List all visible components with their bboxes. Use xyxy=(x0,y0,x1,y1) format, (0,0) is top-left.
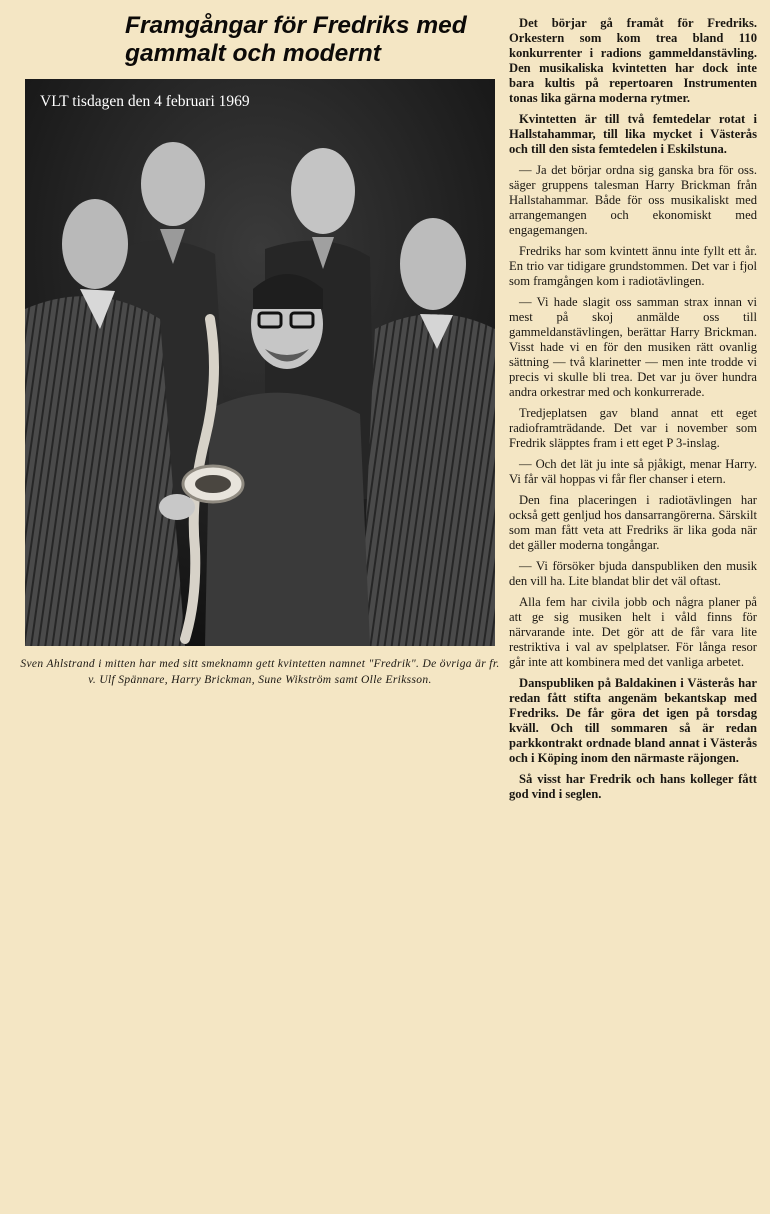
article-paragraph: Alla fem har civila jobb och några planer på att ge sig musiken helt i våld finns för närvarande inte. Det gör att de får vara lite restriktiva i val av spelplatser. För långa resor går inte att kombinera med det vanliga arbetet. xyxy=(509,595,757,669)
article-paragraph: Den fina placeringen i radiotävlingen har också gett genljud hos dansarrangörerna. Särskilt som man fått veta att Fredriks är lika goda när det gäller moderna tongångar. xyxy=(509,493,757,552)
photo-caption: Sven Ahlstrand i mitten har med sitt smeknamn gett kvintetten namnet "Fredrik". De övriga är fr. v. Ulf Spännare, Harry Brickman, Sune Wikström samt Olle Eriksson. xyxy=(20,658,500,686)
article-paragraph: Kvintetten är till två femtedelar rotat i Hallstahammar, till lika mycket i Västerås och till den sista femtedelen i Eskilstuna. xyxy=(509,112,757,156)
article-paragraph: — Vi försöker bjuda danspubliken den musik den vill ha. Lite blandat blir det väl oftast. xyxy=(509,559,757,588)
article-paragraph: — Ja det börjar ordna sig ganska bra för oss. säger gruppens talesman Harry Brickman från Hallstahammar. Både för oss musikaliskt med arrangemangen och ekonomiskt med engagemangen. xyxy=(509,163,757,237)
photo-date-stamp: VLT tisdagen den 4 februari 1969 xyxy=(40,93,250,110)
article-paragraph: — Vi hade slagit oss samman strax innan vi mest på skoj anmälde oss till gammeldanstävlingen, berättar Harry Brickman. Visst hade vi en för den musiken rätt ovanlig sättning — två klarinetter — men inte trodde vi precis vi skulle bli trea. Det var ju över hundra andra orkestrar med och konkurrerade. xyxy=(509,295,757,399)
article-paragraph: Fredriks har som kvintett ännu inte fyllt ett år. En trio var tidigare grundstommen. Det var i fjol som framgången kom i radiotävlingen. xyxy=(509,244,757,288)
headline: Framgångar för Fredriks med gammalt och modernt xyxy=(125,12,467,67)
band-photo-illustration xyxy=(25,79,495,646)
article-body xyxy=(509,16,757,808)
article-paragraph: Danspubliken på Baldakinen i Västerås har redan fått stifta angenäm bekantskap med Fredriks. De får göra det igen på torsdag kväll. Och till sommaren så är redan parkkontrakt ordnade bland annat i Västerås och i Köping inom den närmaste räjongen. xyxy=(509,676,757,765)
band-photo xyxy=(25,79,495,646)
article-paragraph: Det börjar gå framåt för Fredriks. Orkestern som kom trea bland 110 konkurrenter i radions gammeldanstävling. Den musikaliska kvintetten har dock inte bara kultis på repertoaren Instrumenten tonas lika gärna moderna rytmer. xyxy=(509,16,757,105)
article-paragraph: Så visst har Fredrik och hans kolleger fått god vind i seglen. xyxy=(509,772,757,801)
article-paragraph: — Och det lät ju inte så pjåkigt, menar Harry. Vi får väl hoppas vi får fler chanser i etern. xyxy=(509,457,757,486)
article-paragraph: Tredjeplatsen gav bland annat ett eget radioframträdande. Det var i november som Fredrik släpptes fram i ett eget P 3-inslag. xyxy=(509,406,757,450)
